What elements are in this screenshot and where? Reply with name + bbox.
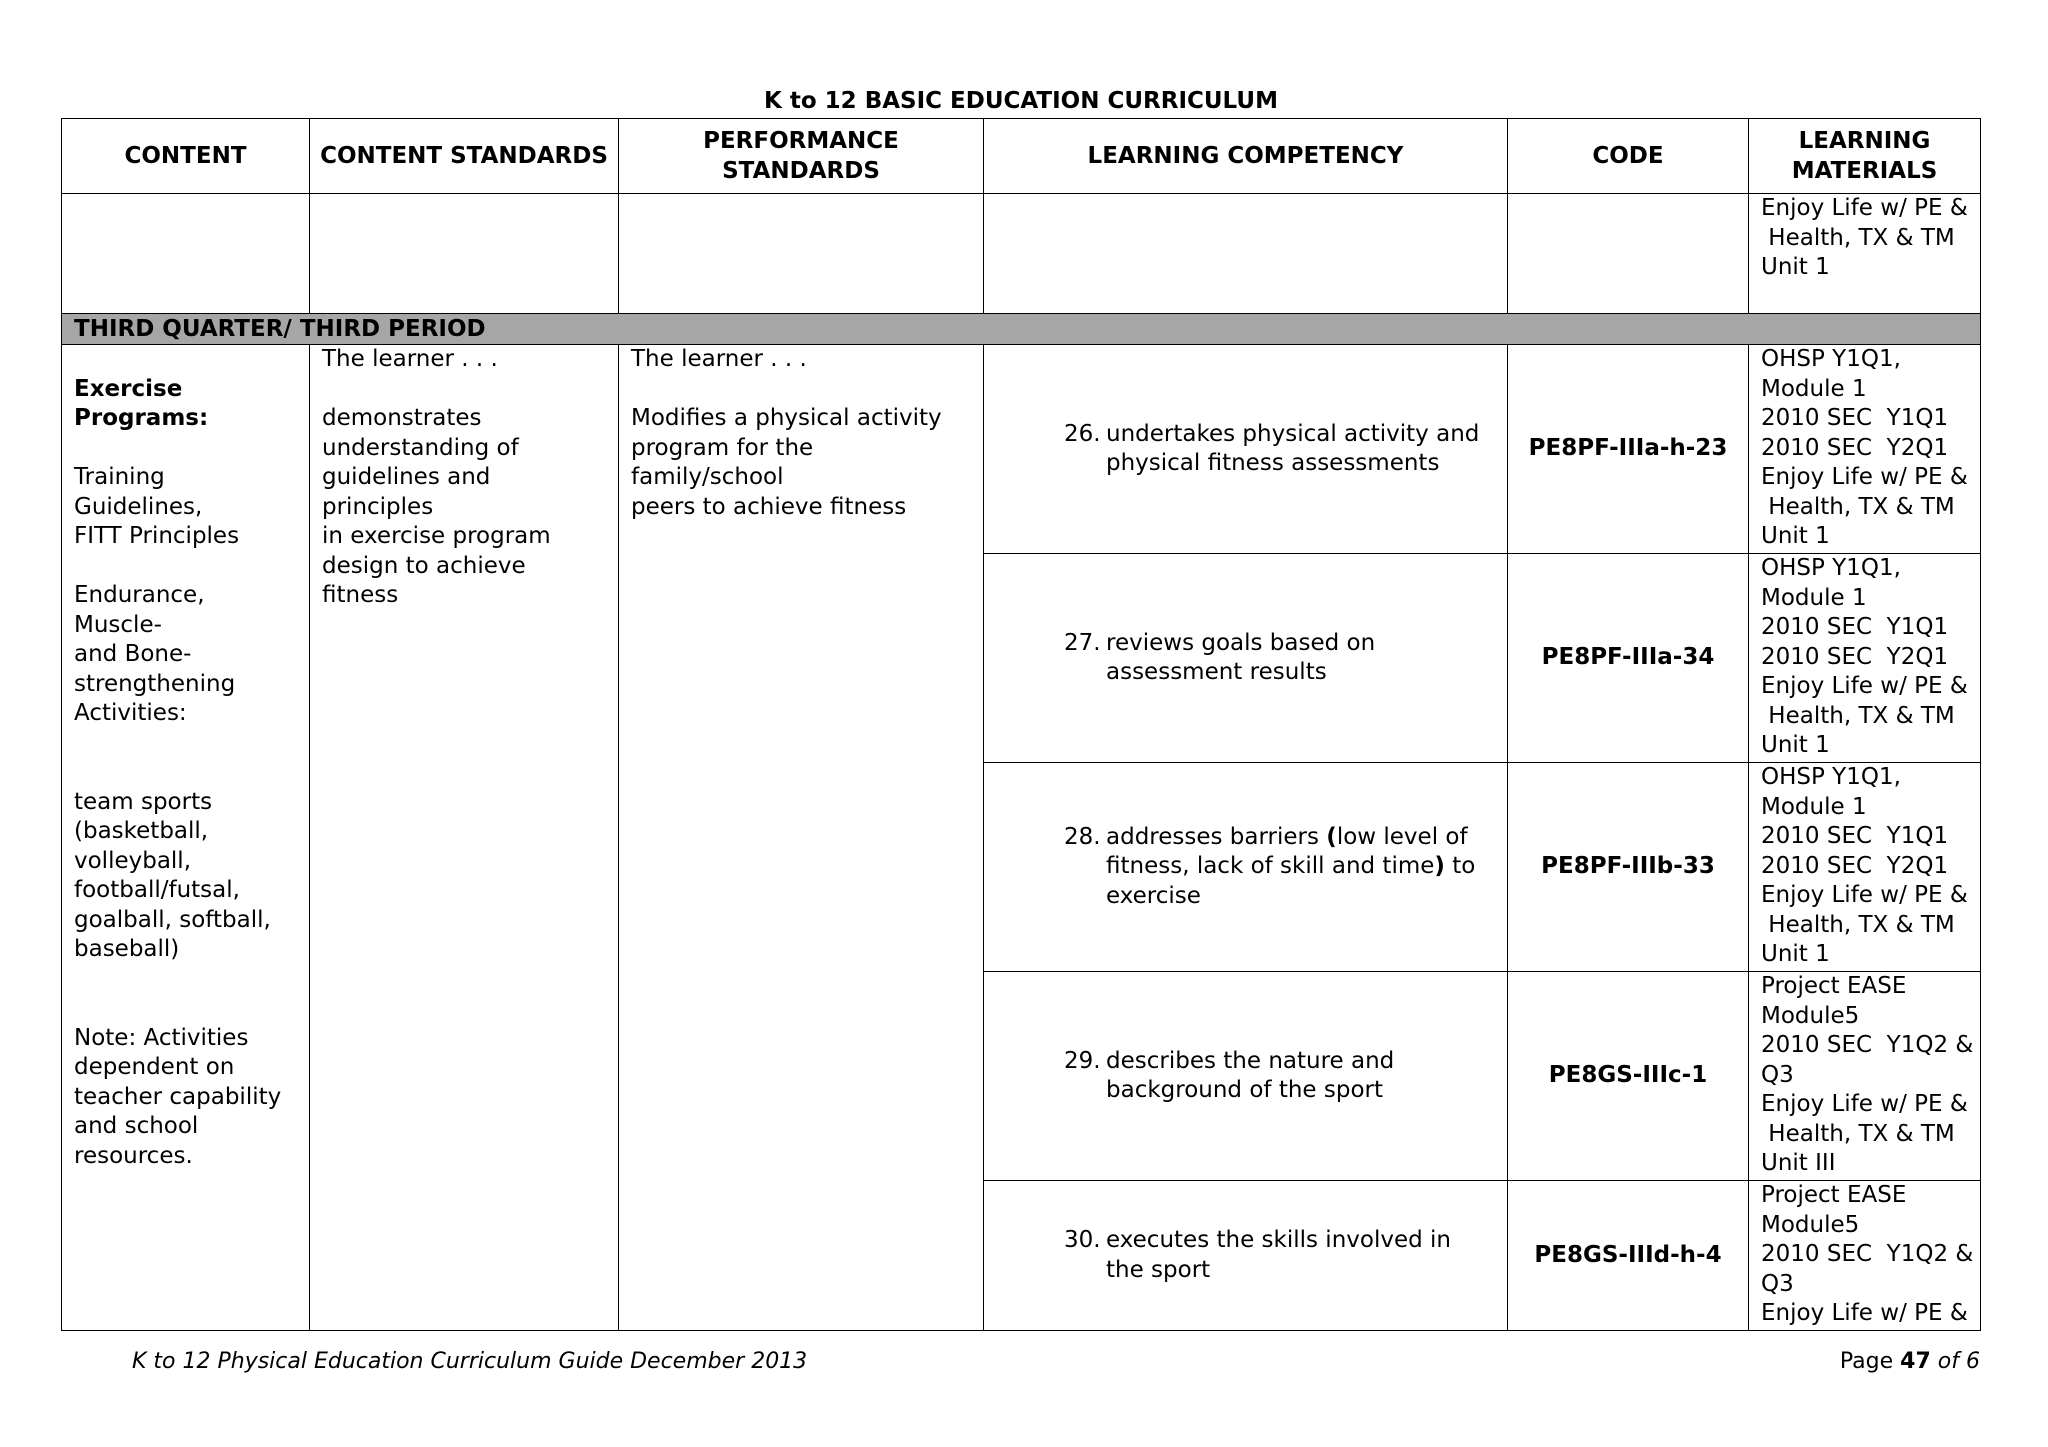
standards-line: design to achieve fitness	[322, 552, 526, 608]
header-content: CONTENT	[62, 119, 310, 194]
material-line: OHSP Y1Q1,	[1761, 555, 1901, 581]
material-line: Module 1	[1761, 584, 1867, 611]
standards-line: demonstrates	[322, 405, 482, 431]
competency-number: 27.	[1064, 629, 1101, 656]
performance-standards-cell	[619, 345, 984, 1331]
material-line: Enjoy Life w/ PE &	[1761, 195, 1968, 221]
paren-close: )	[1434, 853, 1445, 880]
competency-cell	[984, 972, 1508, 1181]
material-line: Enjoy Life w/ PE &	[1761, 882, 1968, 908]
footer-page-of: of 6	[1930, 1349, 1980, 1374]
competency-text: physical fitness assessments	[1106, 450, 1440, 476]
content-text-line: (basketball,	[74, 818, 209, 844]
standards-line: understanding of	[322, 434, 519, 461]
footer-page-num: 47	[1900, 1349, 1931, 1374]
competency-item	[1064, 629, 1489, 688]
paren-open: (	[1326, 823, 1337, 850]
materials-cell	[1749, 1181, 1981, 1331]
content-text-line: baseball)	[74, 936, 180, 962]
material-line: Unit 1	[1761, 732, 1830, 758]
material-line: Unit 1	[1761, 523, 1830, 549]
performance-line: program for the family/school	[631, 434, 814, 490]
header-performance-line2: STANDARDS	[722, 158, 880, 184]
carryover-standards-cell	[310, 194, 619, 314]
content-note-line: and school	[74, 1113, 199, 1139]
material-line: OHSP Y1Q1,	[1761, 346, 1901, 372]
content-text-line: Activities:	[74, 700, 187, 726]
footer-guide-title: K to 12 Physical Education Curriculum Guide December 2013	[132, 1349, 808, 1374]
material-line: Unit III	[1761, 1150, 1836, 1176]
competency-text: low level of	[1336, 823, 1468, 850]
quarter-band: THIRD QUARTER/ THIRD PERIOD	[62, 314, 1981, 345]
carryover-performance-cell	[619, 194, 984, 314]
material-line: 2010 SEC Y1Q2 &	[1761, 1032, 1974, 1058]
material-line: Enjoy Life w/ PE &	[1761, 1091, 1968, 1117]
page-title: K to 12 BASIC EDUCATION CURRICULUM	[764, 88, 1278, 114]
competency-text: background of the sport	[1106, 1077, 1384, 1103]
competency-text: describes the nature and	[1106, 1047, 1395, 1074]
competency-cell	[984, 1181, 1508, 1331]
content-title-line: Exercise	[74, 375, 183, 402]
competency-text: executes the skills involved in	[1106, 1227, 1451, 1253]
material-line: Q3	[1761, 1061, 1794, 1088]
material-line: Project EASE	[1761, 1182, 1907, 1208]
material-line: 2010 SEC Y1Q1	[1761, 614, 1949, 640]
footer-page-number	[1840, 1348, 1980, 1376]
material-line: Health, TX & TM	[1761, 1120, 1955, 1147]
material-line: Module 1	[1761, 793, 1867, 820]
content-text-line: Training Guidelines,	[74, 464, 203, 520]
performance-line: Modifies a physical activity	[631, 405, 942, 431]
material-line: Enjoy Life w/ PE &	[1761, 464, 1968, 490]
material-line: Unit 1	[1761, 941, 1830, 967]
competency-number: 28.	[1064, 823, 1101, 850]
competency-item	[1064, 823, 1489, 912]
content-text-line: volleyball,	[74, 847, 192, 874]
curriculum-table	[61, 118, 1981, 1331]
carryover-materials-cell	[1749, 194, 1981, 314]
carryover-competency-cell	[984, 194, 1508, 314]
material-line: Enjoy Life w/ PE &	[1761, 673, 1968, 699]
header-performance-standards	[619, 119, 984, 194]
competency-text: assessment results	[1106, 659, 1327, 685]
content-text-line: goalball, softball,	[74, 906, 271, 933]
competency-cell	[984, 554, 1508, 763]
competency-text: reviews goals based on	[1106, 629, 1376, 656]
standards-line: in exercise program	[322, 523, 551, 549]
material-line: Q3	[1761, 1270, 1794, 1297]
header-performance-line1: PERFORMANCE	[703, 128, 899, 154]
competency-item	[1064, 1226, 1489, 1285]
code-cell: PE8GS-IIId-h-4	[1508, 1181, 1749, 1331]
material-line: Health, TX & TM	[1761, 702, 1955, 729]
standards-lead: The learner . . .	[322, 346, 498, 372]
content-text-line: Endurance, Muscle-	[74, 582, 205, 638]
material-line: Module5	[1761, 1211, 1860, 1238]
footer-page-word: Page	[1839, 1349, 1901, 1374]
performance-line: peers to achieve fitness	[631, 493, 907, 520]
header-row	[62, 119, 1981, 194]
content-text-line: strengthening	[74, 670, 236, 697]
competency-text: to	[1444, 853, 1476, 880]
competency-text: fitness, lack of skill and time	[1106, 853, 1435, 880]
content-note-line: teacher capability	[74, 1083, 282, 1110]
material-line: 2010 SEC Y1Q2 &	[1761, 1241, 1974, 1267]
material-line: Module 1	[1761, 375, 1867, 402]
competency-text: exercise	[1106, 882, 1201, 909]
carryover-code-cell	[1508, 194, 1749, 314]
competency-text: undertakes physical activity and	[1106, 420, 1480, 447]
header-code: CODE	[1508, 119, 1749, 194]
material-line: Health, TX & TM	[1761, 224, 1955, 251]
competency-number: 29.	[1064, 1047, 1101, 1074]
code-cell: PE8PF-IIIa-34	[1508, 554, 1749, 763]
carryover-content-cell	[62, 194, 310, 314]
material-line: 2010 SEC Y1Q1	[1761, 823, 1949, 849]
material-line: 2010 SEC Y2Q1	[1761, 643, 1949, 670]
competency-cell	[984, 763, 1508, 972]
material-line: Enjoy Life w/ PE &	[1761, 1300, 1968, 1326]
code-cell: PE8PF-IIIa-h-23	[1508, 345, 1749, 554]
competency-item	[1064, 1047, 1489, 1106]
materials-cell	[1749, 972, 1981, 1181]
performance-lead: The learner . . .	[631, 346, 807, 372]
competency-text: addresses barriers	[1106, 823, 1327, 850]
content-text-line: team sports	[74, 788, 213, 815]
material-line: Health, TX & TM	[1761, 911, 1955, 938]
code-cell: PE8PF-IIIb-33	[1508, 763, 1749, 972]
competency-number: 26.	[1064, 420, 1101, 447]
content-title-line: Programs:	[74, 405, 209, 431]
content-text-line: and Bone-	[74, 641, 192, 667]
content-text-line: FITT Principles	[74, 523, 240, 549]
competency-item	[1064, 420, 1489, 479]
material-line: OHSP Y1Q1,	[1761, 764, 1901, 790]
quarter-band-row	[62, 314, 1981, 345]
materials-cell	[1749, 554, 1981, 763]
header-learning-materials	[1749, 119, 1981, 194]
content-text-line: football/futsal,	[74, 877, 240, 903]
competency-number: 30.	[1064, 1227, 1101, 1253]
material-line: 2010 SEC Y2Q1	[1761, 852, 1949, 879]
header-materials-line2: MATERIALS	[1791, 158, 1938, 184]
material-line: Unit 1	[1761, 254, 1830, 280]
content-note-line: Note: Activities	[74, 1024, 249, 1051]
competency-cell	[984, 345, 1508, 554]
material-line: 2010 SEC Y1Q1	[1761, 405, 1949, 431]
header-learning-competency: LEARNING COMPETENCY	[984, 119, 1508, 194]
content-standards-cell	[310, 345, 619, 1331]
content-cell	[62, 345, 310, 1331]
standards-line: guidelines and principles	[322, 464, 491, 520]
material-line: Project EASE	[1761, 973, 1907, 999]
material-line: 2010 SEC Y2Q1	[1761, 434, 1949, 461]
materials-cell	[1749, 763, 1981, 972]
content-note-line: resources.	[74, 1142, 193, 1169]
header-materials-line1: LEARNING	[1798, 128, 1931, 154]
table-row	[62, 345, 1981, 554]
carryover-row	[62, 194, 1981, 314]
header-content-standards: CONTENT STANDARDS	[310, 119, 619, 194]
content-note-line: dependent on	[74, 1054, 235, 1080]
materials-cell	[1749, 345, 1981, 554]
code-cell: PE8GS-IIIc-1	[1508, 972, 1749, 1181]
material-line: Health, TX & TM	[1761, 493, 1955, 520]
material-line: Module5	[1761, 1002, 1860, 1029]
competency-text: the sport	[1106, 1256, 1211, 1283]
